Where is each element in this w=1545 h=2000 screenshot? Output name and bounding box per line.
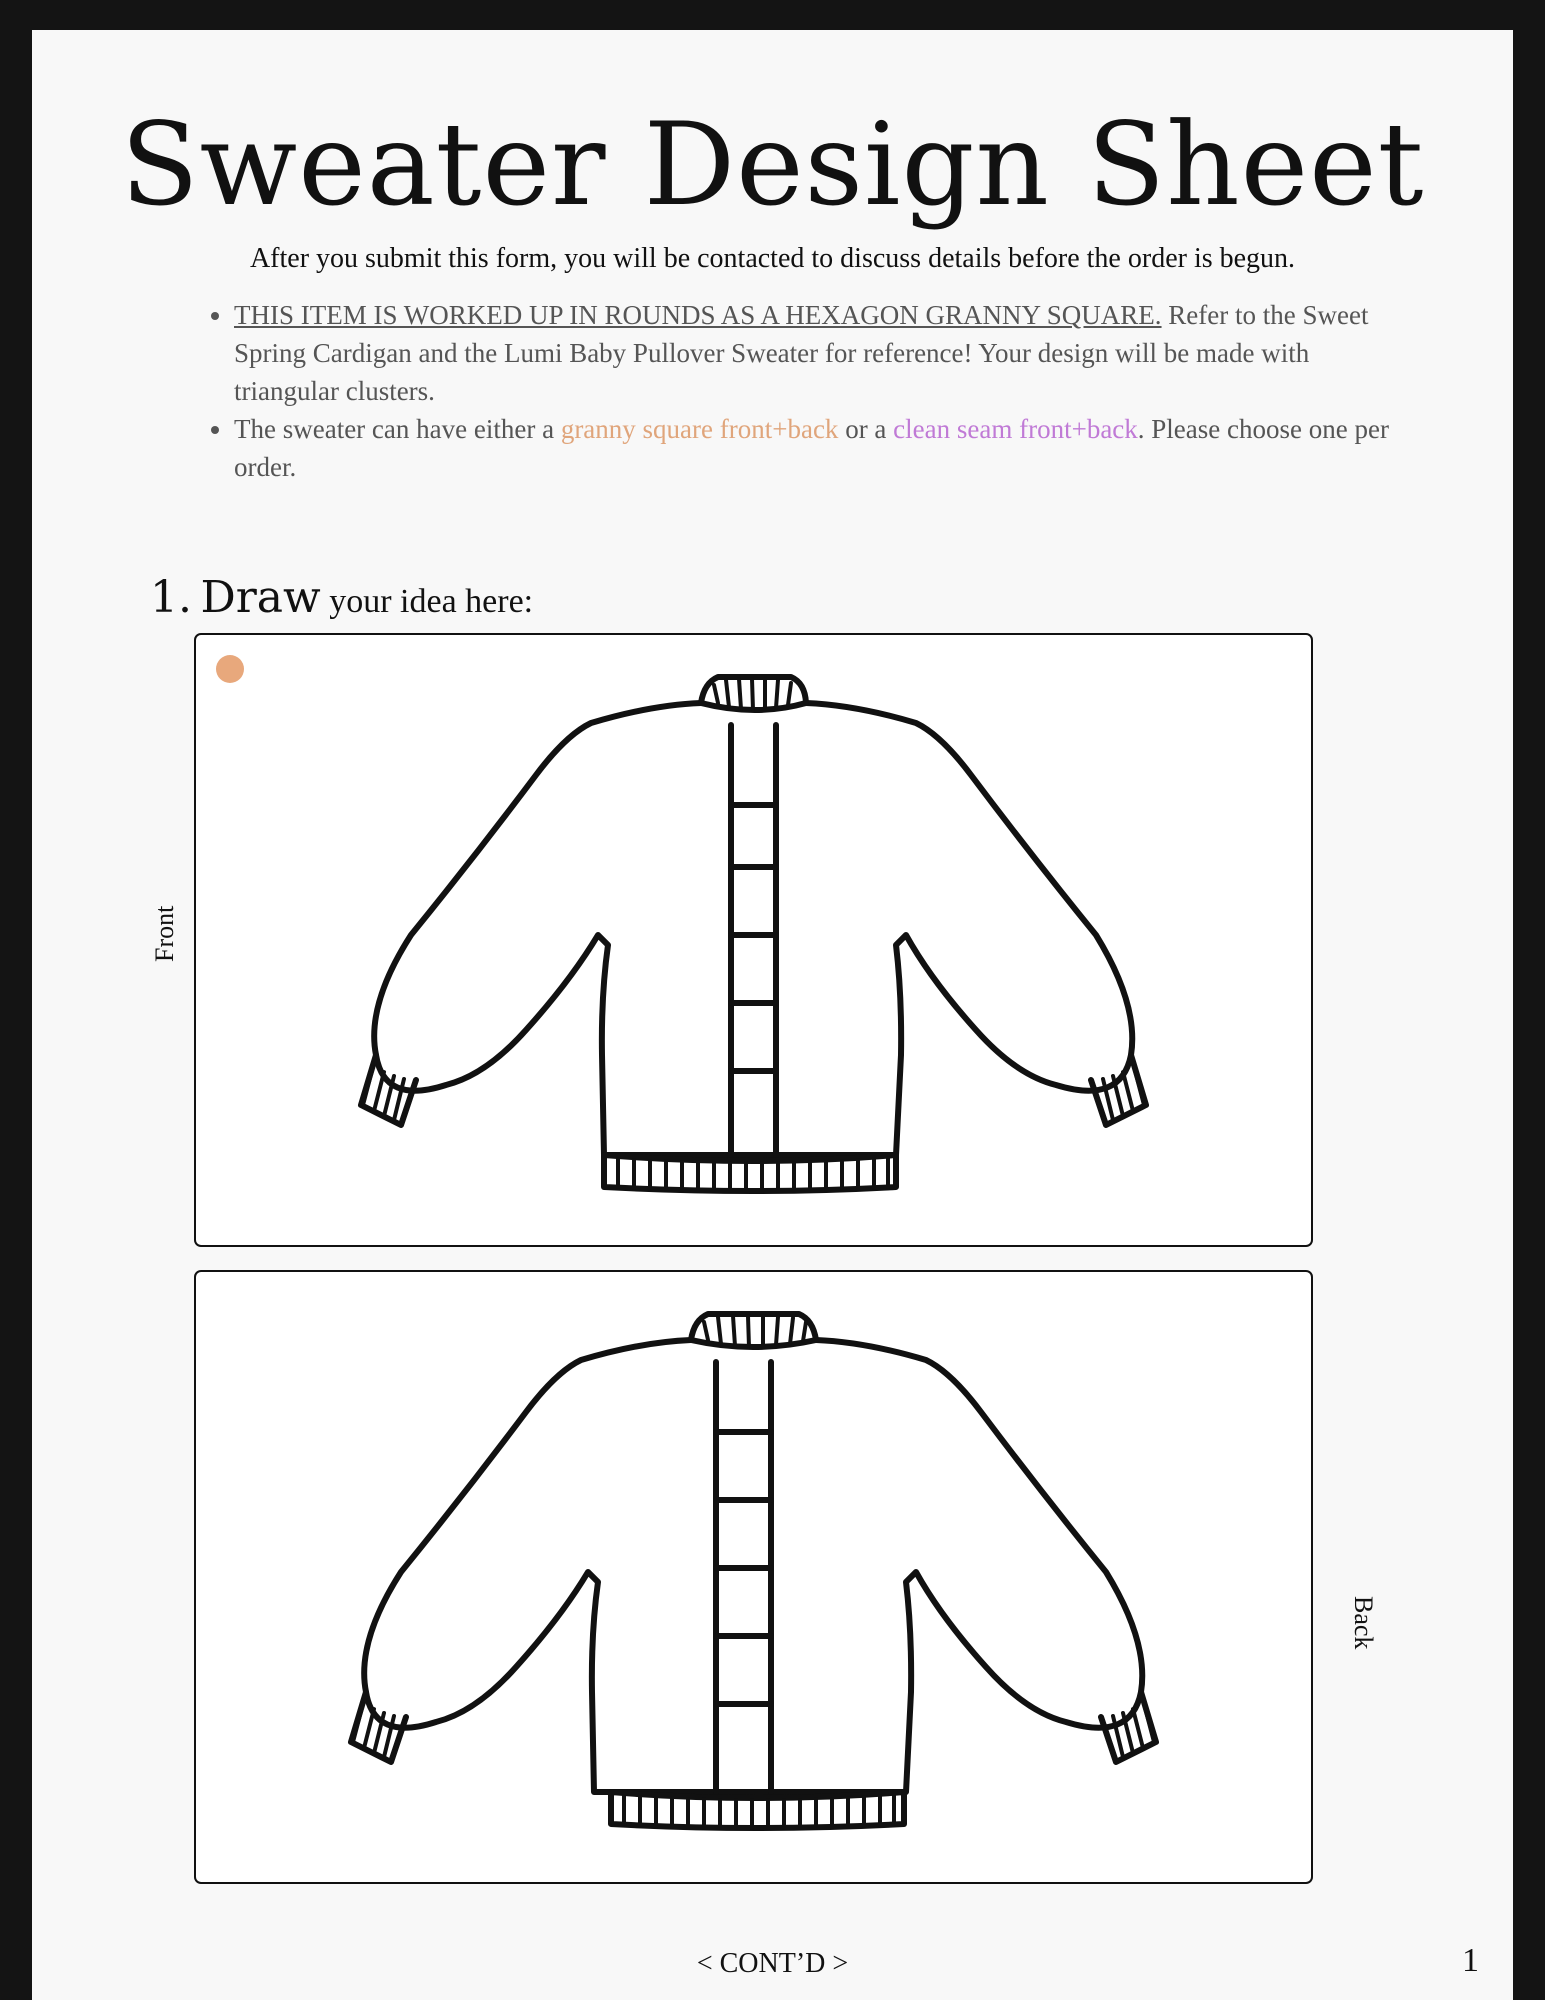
intro-text: After you submit this form, you will be contacted to discuss details before the order is begun. bbox=[249, 243, 1296, 274]
notes-list bbox=[202, 296, 1394, 486]
option-clean-seam: clean seam front+back bbox=[893, 414, 1138, 444]
front-label: Front bbox=[150, 905, 179, 962]
note-item-options bbox=[234, 410, 1394, 486]
page-title: Sweater Design Sheet bbox=[120, 98, 1425, 231]
sweater-front-outline-icon bbox=[196, 635, 1311, 1245]
page-number: 1 bbox=[1462, 1942, 1479, 1979]
front-drawing-area[interactable] bbox=[194, 633, 1313, 1247]
back-drawing-area[interactable] bbox=[194, 1270, 1313, 1884]
note-emphasis: THIS ITEM IS WORKED UP IN ROUNDS AS A HEXAGON GRANNY SQUARE. bbox=[234, 300, 1162, 330]
back-label: Back bbox=[1349, 1596, 1378, 1650]
note-text: or a bbox=[838, 414, 894, 444]
note-text: Refer to the Sweet Spring Cardigan and the Lumi Baby Pullover Sweater for reference! Your design will be made with triangular clusters. bbox=[234, 300, 1369, 406]
option-granny-square: granny square front+back bbox=[560, 414, 839, 444]
section-emphasis: Draw bbox=[200, 572, 321, 623]
section-text: your idea here: bbox=[329, 583, 534, 620]
continued-indicator: < CONT’D > bbox=[696, 1948, 849, 1979]
note-text: The sweater can have either a bbox=[234, 414, 561, 444]
design-sheet-page bbox=[32, 30, 1513, 2000]
note-text: . Please choose one per order. bbox=[234, 414, 1389, 482]
section-number: 1. bbox=[150, 572, 192, 623]
sweater-back-outline-icon bbox=[196, 1272, 1311, 1882]
section-heading bbox=[150, 572, 533, 623]
note-item-granny-square bbox=[234, 296, 1394, 410]
